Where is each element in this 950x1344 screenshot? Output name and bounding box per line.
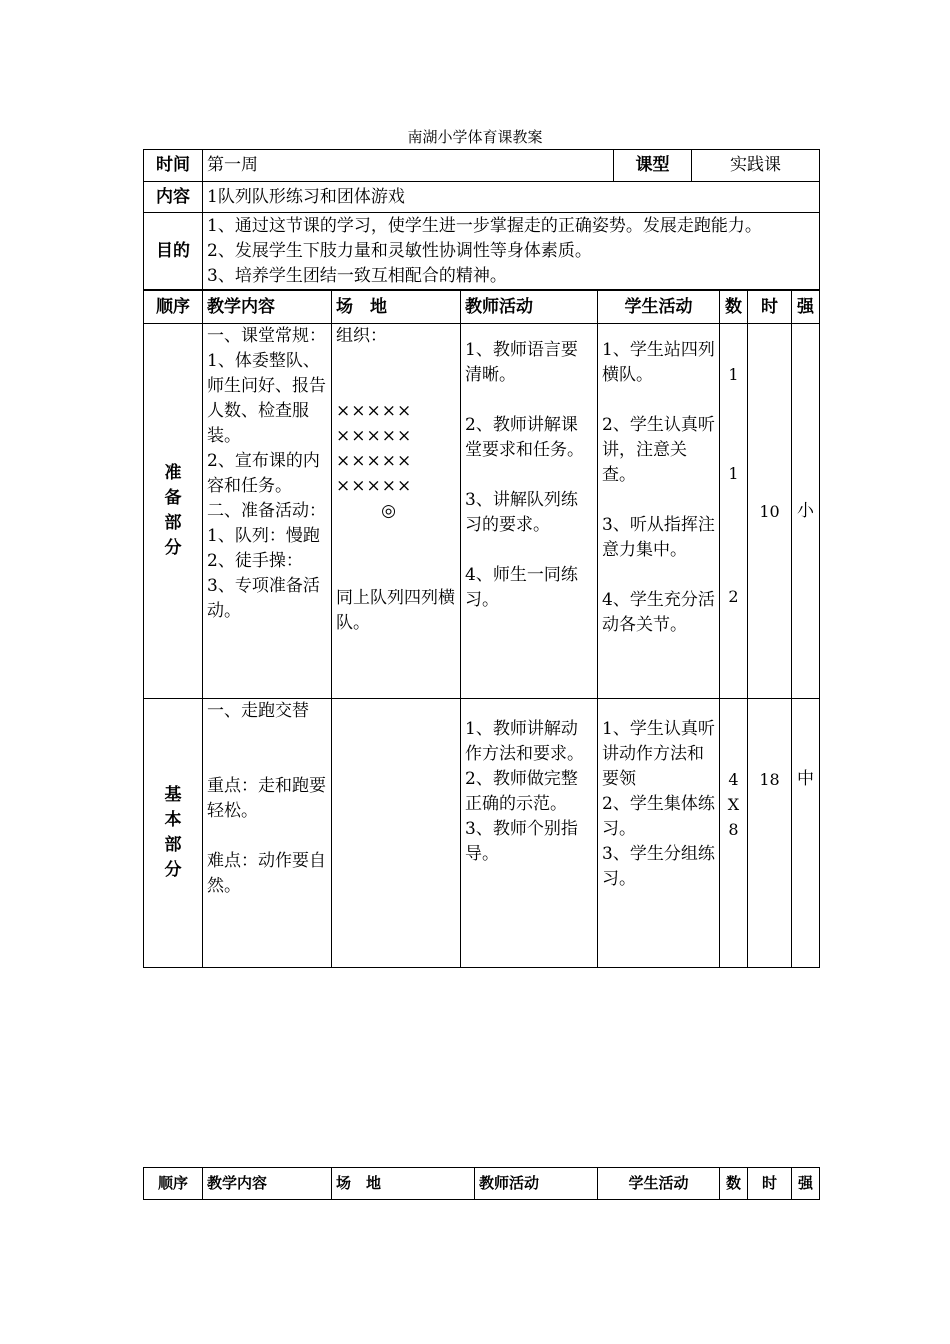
basic-count — [720, 699, 748, 968]
count-value: 1 — [728, 464, 739, 483]
col-header: 顺序 — [144, 1168, 203, 1200]
count-value: 2 — [728, 587, 739, 606]
count-value: 1 — [728, 365, 739, 384]
count-value: X — [727, 795, 740, 814]
formation-row: ××××× — [336, 401, 413, 421]
col-header: 数 — [720, 1168, 748, 1200]
type-label: 课型 — [614, 150, 692, 182]
type-value: 实践课 — [692, 150, 820, 182]
content-label: 内容 — [144, 182, 203, 213]
time-value: 第一周 — [203, 150, 614, 182]
lesson-table — [143, 290, 820, 968]
col-header: 场 地 — [332, 291, 461, 324]
order-char: 部 — [164, 835, 182, 855]
count-value: 8 — [728, 820, 739, 839]
col-header: 强 — [792, 1168, 820, 1200]
col-header: 教师活动 — [461, 291, 598, 324]
order-char: 本 — [164, 810, 182, 830]
purpose-line: 1、通过这节课的学习，使学生进一步掌握走的正确姿势。发展走跑能力。 — [207, 215, 762, 236]
venue-label: 组织： — [336, 326, 387, 346]
basic-venue — [332, 699, 461, 968]
col-header: 学生活动 — [598, 1168, 720, 1200]
purpose-label: 目的 — [144, 213, 203, 290]
prep-time: 10 — [748, 324, 792, 699]
formation-diagram — [336, 399, 456, 524]
col-header: 教师活动 — [475, 1168, 598, 1200]
order-char: 部 — [164, 513, 182, 533]
content-value: 1队列队形练习和团体游戏 — [203, 182, 820, 213]
col-header: 教学内容 — [203, 291, 332, 324]
order-char: 备 — [164, 488, 182, 508]
prep-venue — [332, 324, 461, 699]
teacher-marker: ◎ — [381, 501, 397, 521]
prep-student: 1、学生站四列横队。 2、学生认真听讲，注意关查。 3、听从指挥注意力集中。 4、学生充分活动各关节。 — [598, 324, 720, 699]
count-value: 4 — [728, 770, 739, 789]
order-char: 分 — [164, 538, 182, 558]
formation-row: ××××× — [336, 451, 413, 471]
col-header: 强 — [792, 291, 820, 324]
purpose-value — [203, 213, 820, 290]
purpose-line: 3、培养学生团结一致互相配合的精神。 — [207, 265, 507, 286]
basic-time: 18 — [748, 699, 792, 968]
prep-intensity: 小 — [792, 324, 820, 699]
formation-row: ××××× — [336, 476, 413, 496]
basic-student: 1、学生认真听讲动作方法和要领 2、学生集体练习。 3、学生分组练习。 — [598, 699, 720, 968]
basic-intensity: 中 — [792, 699, 820, 968]
formation-row: ××××× — [336, 426, 413, 446]
header-table — [143, 149, 820, 290]
continuation-header-table — [143, 1167, 820, 1200]
time-label: 时间 — [144, 150, 203, 182]
order-char: 分 — [164, 860, 182, 880]
col-header: 学生活动 — [598, 291, 720, 324]
purpose-line: 2、发展学生下肢力量和灵敏性协调性等身体素质。 — [207, 240, 592, 261]
page-title: 南湖小学体育课教案 — [407, 128, 543, 146]
prep-teacher: 1、教师语言要清晰。 2、教师讲解课堂要求和任务。 3、讲解队列练习的要求。 4、师生一同练习。 — [461, 324, 598, 699]
col-header: 场 地 — [332, 1168, 475, 1200]
order-char: 基 — [164, 785, 182, 805]
prep-order — [144, 324, 203, 699]
basic-teacher: 1、教师讲解动作方法和要求。 2、教师做完整正确的示范。 3、教师个别指导。 — [461, 699, 598, 968]
prep-count — [720, 324, 748, 699]
col-header: 顺序 — [144, 291, 203, 324]
basic-content: 一、走跑交替 重点：走和跑要轻松。 难点：动作要自然。 — [203, 699, 332, 968]
col-header: 时 — [748, 1168, 792, 1200]
order-char: 准 — [164, 463, 182, 483]
venue-note: 同上队列四列横队。 — [336, 588, 455, 633]
basic-order — [144, 699, 203, 968]
prep-content: 一、课堂常规： 1、体委整队、师生问好、报告人数、检查服装。 2、宣布课的内容和任务。 二、准备活动： 1、队列：慢跑 2、徒手操： 3、专项准备活动。 — [203, 324, 332, 699]
col-header: 教学内容 — [203, 1168, 332, 1200]
col-header: 时 — [748, 291, 792, 324]
col-header: 数 — [720, 291, 748, 324]
